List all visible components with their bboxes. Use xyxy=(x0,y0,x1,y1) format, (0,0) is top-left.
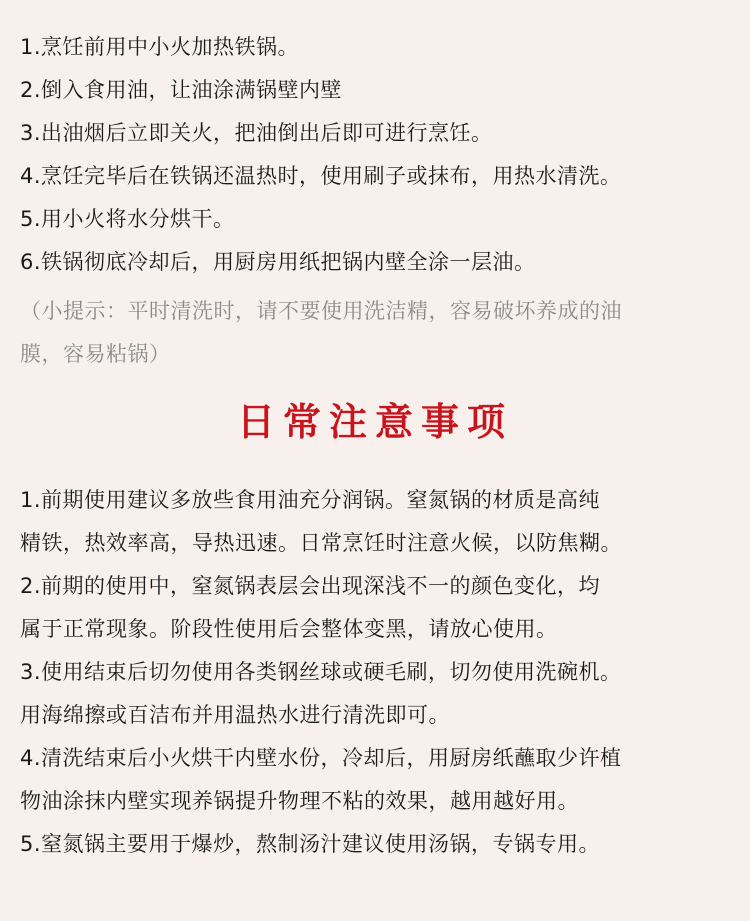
note-line: 属于正常现象。阶段性使用后会整体变黑，请放心使用。 xyxy=(20,617,558,641)
tip-line-2: 膜，容易粘锅） xyxy=(20,342,171,366)
section-title-daily-notes: 日常注意事项 xyxy=(236,399,513,444)
step-1: 1.烹饪前用中小火加热铁锅。 xyxy=(20,35,300,59)
usage-steps-list xyxy=(20,34,730,292)
step-5: 5.用小火将水分烘干。 xyxy=(20,207,235,231)
daily-notes-list xyxy=(20,487,730,874)
step-4: 4.烹饪完毕后在铁锅还温热时，使用刷子或抹布，用热水清洗。 xyxy=(20,164,622,188)
note-line: 精铁，热效率高，导热迅速。日常烹饪时注意火候，以防焦糊。 xyxy=(20,531,622,555)
note-line: 1.前期使用建议多放些食用油充分润锅。窒氮锅的材质是高纯 xyxy=(20,488,601,512)
tip-line-1: （小提示：平时清洗时，请不要使用洗洁精，容易破坏养成的油 xyxy=(20,299,622,323)
step-6: 6.铁锅彻底冷却后，用厨房用纸把锅内壁全涂一层油。 xyxy=(20,250,536,274)
step-2: 2.倒入食用油，让油涂满锅壁内壁 xyxy=(20,78,343,102)
step-3: 3.出油烟后立即关火，把油倒出后即可进行烹饪。 xyxy=(20,121,493,145)
note-line: 4.清洗结束后小火烘干内壁水份，冷却后，用厨房纸蘸取少许植 xyxy=(20,746,622,770)
note-line: 用海绵擦或百洁布并用温热水进行清洗即可。 xyxy=(20,703,450,727)
note-line: 3.使用结束后切勿使用各类钢丝球或硬毛刷，切勿使用洗碗机。 xyxy=(20,660,622,684)
note-line: 2.前期的使用中，窒氮锅表层会出现深浅不一的颜色变化，均 xyxy=(20,574,601,598)
tip-note xyxy=(20,298,730,384)
note-line: 5.窒氮锅主要用于爆炒，熬制汤汁建议使用汤锅，专锅专用。 xyxy=(20,832,601,856)
note-line: 物油涂抹内壁实现养锅提升物理不粘的效果，越用越好用。 xyxy=(20,789,579,813)
